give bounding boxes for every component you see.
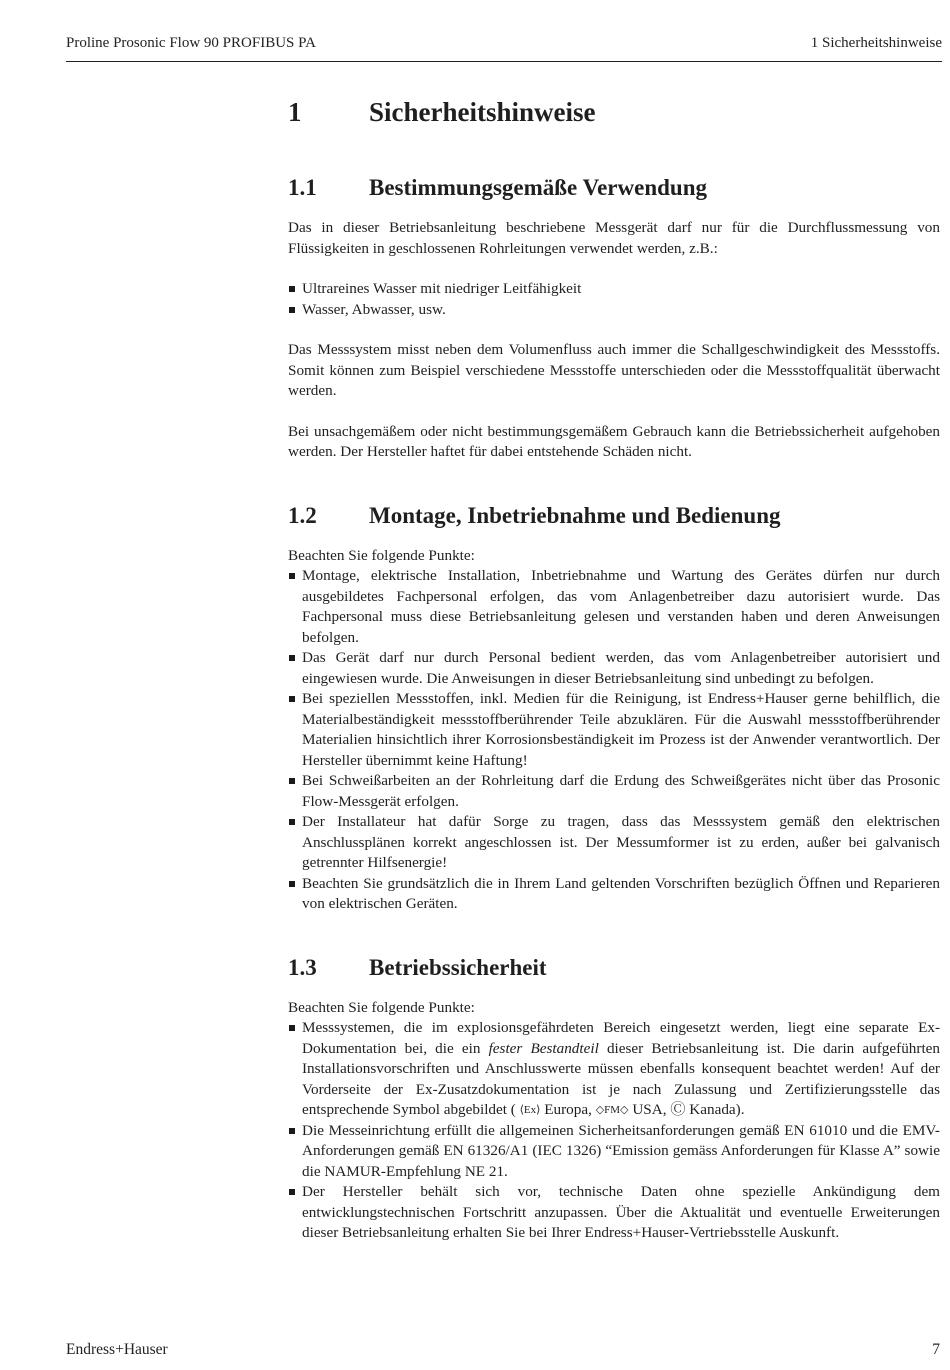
ex-symbol-icon: ⟨Ex⟩ [519,1104,541,1116]
list-item: Der Hersteller behält sich vor, technische Daten ohne spezielle Ankündigung dem entwicklungstechnischen Fortschritt anzupassen. Über die Aktualität und eventuelle Erweiterungen dieser Betriebsanleitung erhalten Sie bei Ihrer Endress+Hauser-Vertriebsstelle Auskunft. [288,1182,940,1244]
section-title: Betriebssicherheit [369,954,547,980]
csa-symbol-icon: Ⓒ [670,1101,686,1118]
section-heading-1-3 [288,950,940,986]
section-title: Bestimmungsgemäße Verwendung [369,175,708,200]
bullet-list [288,279,940,320]
section-number: 1.3 [288,954,317,980]
list-item: Der Installateur hat dafür Sorge zu tragen, dass das Messsystem gemäß den elektrischen Anschlussplänen korrekt angeschlossen ist. Der Messumformer ist zu erden, außer bei galvanisch getrennter Hilfsenergie! [288,812,940,874]
list-item: Messsystemen, die im explosionsgefährdeten Bereich eingesetzt werden, liegt eine separate Ex-Dokumentation bei, die ein fester Bestandteil dieser Betriebsanleitung ist. Die darin aufgeführten Installationsvorschriften und Anschlusswerte müssen ebenfalls konsequent beachtet werden! Auf der Vorderseite der Ex-Zusatzdokumentation ist je nach Zulassung und Zertifizierungsstelle das entsprechende Symbol abgebildet ( ⟨Ex⟩ Europa, ◇FM◇ USA, Ⓒ Kanada). [288,1018,940,1121]
fm-symbol-icon: ◇FM◇ [595,1104,629,1116]
paragraph-intro: Beachten Sie folgende Punkte: [288,998,475,1016]
header-document-title: Proline Prosonic Flow 90 PROFIBUS PA [66,35,316,51]
chapter-number: 1 [288,97,302,127]
footer-brand: Endress+Hauser [66,1341,168,1358]
list-item: Ultrareines Wasser mit niedriger Leitfähigkeit [288,279,940,300]
bullet-list [288,566,940,915]
page-header [66,33,942,62]
page-number: 7 [932,1341,940,1358]
section-heading-1-1 [288,170,940,206]
section-title: Montage, Inbetriebnahme und Bedienung [369,502,781,528]
list-item: Montage, elektrische Installation, Inbetriebnahme und Wartung des Gerätes dürfen nur durch ausgebildetes Fachpersonal erfolgen, das vom Anlagenbetreiber dazu autorisiert wurde. Das Fachpersonal muss diese Betriebsanleitung gelesen und verstanden haben und deren Anweisungen befolgen. [288,566,940,648]
list-item: Wasser, Abwasser, usw. [288,300,940,321]
list-item: Beachten Sie grundsätzlich die in Ihrem Land geltenden Vorschriften bezüglich Öffnen und Reparieren von elektrischen Geräten. [288,874,940,915]
main-content [288,92,940,1244]
section-number: 1.1 [288,175,317,200]
list-item: Das Gerät darf nur durch Personal bedient werden, das vom Anlagenbetreiber autorisiert und eingewiesen wurde. Die Anweisungen in dieser Betriebsanleitung sind unbedingt zu befolgen. [288,648,940,689]
chapter-heading [288,92,940,132]
paragraph-intro: Beachten Sie folgende Punkte: [288,546,475,564]
emphasis: fester Bestandteil [488,1039,599,1057]
paragraph: Das Messsystem misst neben dem Volumenfluss auch immer die Schallgeschwindigkeit des Messstoffs. Somit können zum Beispiel verschiedene Messstoffe unterschieden oder die Messstoffqualität überwacht werden. [288,341,940,399]
chapter-title: Sicherheitshinweise [369,97,596,127]
header-chapter-title: 1 Sicherheitshinweise [810,35,942,51]
bullet-list [288,1018,940,1244]
paragraph: Das in dieser Betriebsanleitung beschriebene Messgerät darf nur für die Durchflussmessung von Flüssigkeiten in geschlossenen Rohrleitungen verwendet werden, z.B.: [288,219,940,257]
list-item: Bei Schweißarbeiten an der Rohrleitung darf die Erdung des Schweißgerätes nicht über das Prosonic Flow-Messgerät erfolgen. [288,771,940,812]
paragraph: Bei unsachgemäßem oder nicht bestimmungsgemäßem Gebrauch kann die Betriebssicherheit aufgehoben werden. Der Hersteller haftet für dabei entstehende Schäden nicht. [288,422,940,460]
list-item: Die Messeinrichtung erfüllt die allgemeinen Sicherheitsanforderungen gemäß EN 61010 und die EMV-Anforderungen gemäß EN 61326/A1 (IEC 1326) “Emission gemäss Anforderungen für Klasse A” sowie die NAMUR-Empfehlung NE 21. [288,1121,940,1183]
section-heading-1-2 [288,498,940,534]
list-item: Bei speziellen Messstoffen, inkl. Medien für die Reinigung, ist Endress+Hauser gerne behilflich, die Materialbeständigkeit messstoffberührender Teile abzuklären. Für die Auswahl messstoffberührender Materialien hinsichtlich ihrer Korrosionsbeständigkeit im Prozess ist der Anwender verantwortlich. Der Hersteller übernimmt keine Haftung! [288,689,940,771]
section-number: 1.2 [288,502,317,528]
